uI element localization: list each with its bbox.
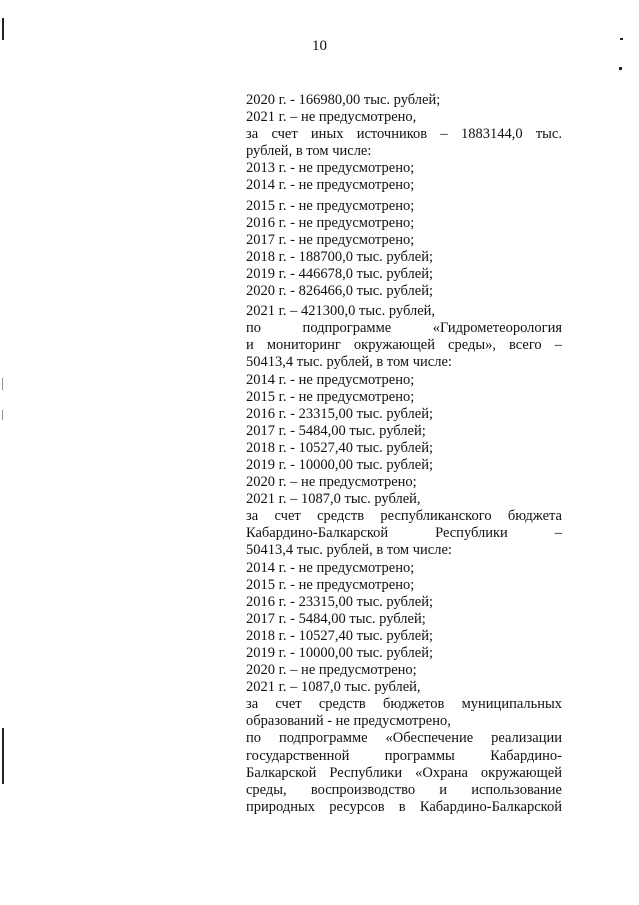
text-line: 2016 г. - не предусмотрено; <box>246 214 415 231</box>
text-line: 2014 г. - не предусмотрено; <box>246 371 415 388</box>
text-line: 2021 г. – 1087,0 тыс. рублей, <box>246 679 421 696</box>
text-line: за счет иных источников – 1883144,0 тыс. <box>246 126 562 143</box>
text-line: 2015 г. - не предусмотрено; <box>246 576 415 593</box>
text-line: 2013 г. - не предусмотрено; <box>246 160 415 177</box>
scan-margin-line <box>2 728 4 784</box>
text-line: рублей, в том числе: <box>246 143 372 160</box>
text-line: 2021 г. – 1087,0 тыс. рублей, <box>246 491 421 508</box>
text-line: 2019 г. - 10000,00 тыс. рублей; <box>246 456 433 473</box>
scan-speck <box>619 67 622 70</box>
text-line: 2017 г. - не предусмотрено; <box>246 231 415 248</box>
text-line: по подпрограмме «Обеспечение реализации <box>246 730 562 747</box>
text-line: 2021 г. – 421300,0 тыс. рублей, <box>246 303 436 320</box>
scan-margin-line <box>2 18 4 40</box>
text-line: Балкарской Республики «Охрана окружающей <box>246 764 562 781</box>
text-line: по подпрограмме «Гидрометеорология <box>246 320 562 337</box>
scan-speck <box>620 38 623 40</box>
text-line: за счет средств бюджетов муниципальных <box>246 696 562 713</box>
scan-margin-dot <box>2 378 3 390</box>
text-line: 2020 г. - 166980,00 тыс. рублей; <box>246 92 441 108</box>
text-line: 2014 г. - не предусмотрено; <box>246 559 415 576</box>
text-line: Кабардино-Балкарской Республики – <box>246 525 562 542</box>
text-line: 2014 г. - не предусмотрено; <box>246 177 415 194</box>
text-line: 50413,4 тыс. рублей, в том числе: <box>246 354 452 371</box>
scan-margin-dot <box>2 410 3 420</box>
text-line: 2018 г. - 10527,40 тыс. рублей; <box>246 627 433 644</box>
text-line: 2017 г. - 5484,00 тыс. рублей; <box>246 610 426 627</box>
text-line: 2021 г. – не предусмотрено, <box>246 109 417 126</box>
text-line: природных ресурсов в Кабардино-Балкарской <box>246 798 562 815</box>
text-line: государственной программы Кабардино- <box>246 747 562 764</box>
text-line: 2019 г. - 10000,00 тыс. рублей; <box>246 645 433 661</box>
text-line: 2018 г. - 188700,0 тыс. рублей; <box>246 248 433 265</box>
text-line: 2015 г. - не предусмотрено; <box>246 197 415 214</box>
text-line: образований - не предусмотрено, <box>246 713 451 730</box>
text-line: 2018 г. - 10527,40 тыс. рублей; <box>246 439 433 456</box>
page-number: 10 <box>312 38 327 54</box>
text-line: 2015 г. - не предусмотрено; <box>246 388 415 405</box>
text-line: 2020 г. - 826466,0 тыс. рублей; <box>246 283 433 300</box>
text-line: 2016 г. - 23315,00 тыс. рублей; <box>246 593 433 610</box>
text-line: 2020 г. – не предусмотрено; <box>246 662 417 679</box>
text-line: и мониторинг окружающей среды», всего – <box>246 337 562 354</box>
text-line: 2017 г. - 5484,00 тыс. рублей; <box>246 422 426 439</box>
text-line: 2019 г. - 446678,0 тыс. рублей; <box>246 265 433 282</box>
text-line: 2020 г. – не предусмотрено; <box>246 474 417 491</box>
text-line: 2016 г. - 23315,00 тыс. рублей; <box>246 405 433 422</box>
text-line: среды, воспроизводство и использование <box>246 781 562 798</box>
text-line: за счет средств республиканского бюджета <box>246 508 562 525</box>
document-body <box>246 92 562 816</box>
text-line: 50413,4 тыс. рублей, в том числе: <box>246 542 452 559</box>
